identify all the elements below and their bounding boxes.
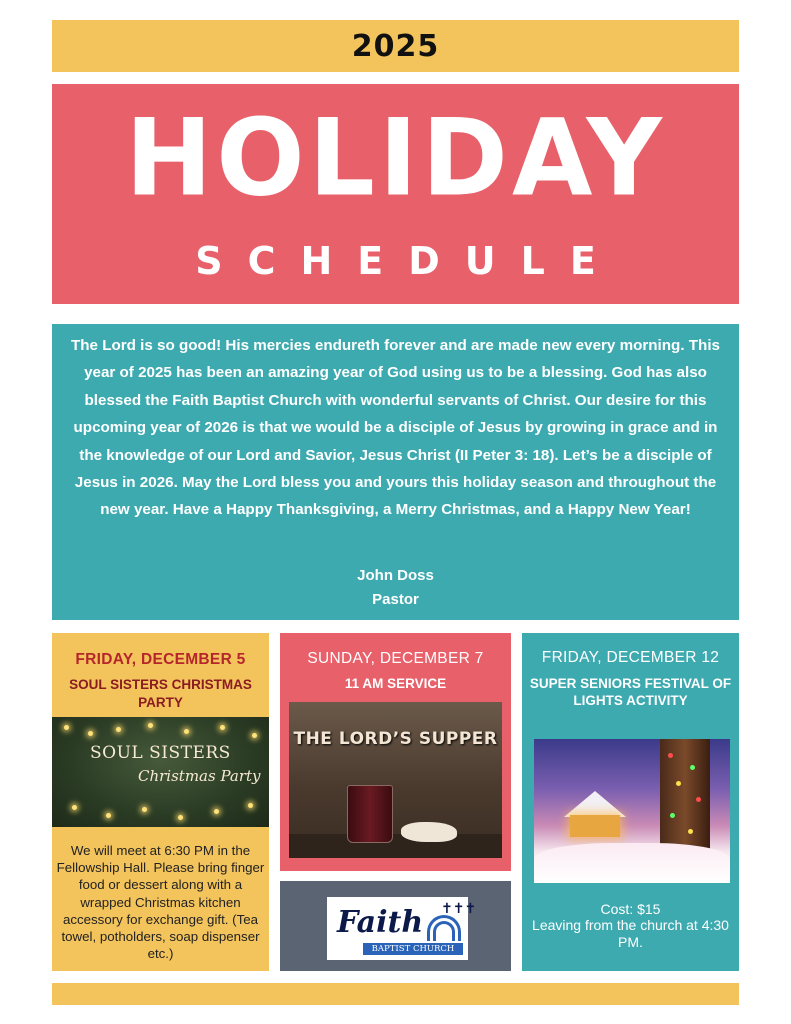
christmas-party-image-text: Christmas Party: [138, 767, 261, 785]
lords-supper-image-text: THE LORD’S SUPPER: [293, 729, 498, 749]
tree-light: [670, 813, 675, 818]
holiday-title: HOLIDAY: [125, 95, 666, 221]
lords-supper-date: SUNDAY, DECEMBER 7: [307, 650, 484, 667]
soul-sisters-date: FRIDAY, DECEMBER 5: [75, 651, 246, 668]
tree-light: [668, 753, 673, 758]
signature-name: John Doss: [357, 567, 434, 584]
soul-sisters-title: SOUL SISTERS CHRISTMAS PARTY: [69, 677, 252, 710]
super-seniors-date: FRIDAY, DECEMBER 12: [541, 649, 720, 666]
faith-baptist-logo: [327, 897, 477, 960]
tree-light: [696, 797, 701, 802]
cabin-body: [570, 815, 620, 837]
soul-sisters-details: We will meet at 6:30 PM in the Fellowship Hall. Please bring finger food or dessert along with a wrapped Christmas kitchen accessory for exchange gift. (Tea towel, potholders, soap dispenser etc.): [56, 843, 265, 962]
string-light: [88, 731, 93, 736]
string-light: [142, 807, 147, 812]
year-heading: 2025: [351, 28, 440, 64]
title-banner: [52, 84, 739, 304]
schedule-subtitle: SCHEDULE: [195, 239, 621, 283]
snowy-cabin: [564, 791, 626, 837]
snow-ground: [534, 843, 730, 883]
cross-icon: ✝✝✝: [441, 901, 477, 917]
departure-text: Leaving from the church at 4:30 PM.: [532, 917, 729, 950]
string-light: [248, 803, 253, 808]
soul-sisters-image-text: SOUL SISTERS: [90, 743, 231, 763]
communion-cup: [347, 785, 393, 843]
tree-light: [690, 765, 695, 770]
string-light: [178, 815, 183, 820]
string-light: [72, 805, 77, 810]
church-logo-panel: [280, 881, 511, 971]
lit-tree-trunk: [660, 739, 710, 859]
pastor-message-text: The Lord is so good! His mercies endureth forever and are made new every morning. This year of 2025 has been an amazing year of God using us to be a blessing. God has also blessed the Faith Baptist Church with wonderful servants of Christ. Our desire for this upcoming year of 2026 is that we would be a disciple of Jesus by growing in grace and in the knowledge of our Lord and Savior, Jesus Christ (II Peter 3: 18). Let’s be a disciple of Jesus in 2026. May the Lord bless you and yours this holiday season and throughout the new year. Have a Happy Thanksgiving, a Merry Christmas, and a Happy New Year!: [70, 337, 720, 519]
lords-supper-image: [289, 702, 502, 858]
table-surface: [289, 834, 502, 858]
signature-title: Pastor: [372, 591, 419, 608]
top-banner: [52, 20, 739, 72]
super-seniors-card: [522, 633, 739, 971]
string-light: [64, 725, 69, 730]
string-light: [184, 729, 189, 734]
string-light: [252, 733, 257, 738]
super-seniors-title: SUPER SENIORS FESTIVAL OF LIGHTS ACTIVITY: [529, 676, 732, 708]
string-light: [106, 813, 111, 818]
festival-of-lights-image: [534, 739, 730, 883]
soul-sisters-image: [52, 717, 269, 827]
logo-subtitle: BAPTIST CHURCH: [363, 943, 463, 955]
pastor-message-panel: [52, 324, 739, 620]
string-light: [116, 727, 121, 732]
logo-faith-text: Faith: [337, 905, 424, 940]
string-light: [214, 809, 219, 814]
cost-text: Cost: $15: [600, 901, 661, 917]
lords-supper-card: [280, 633, 511, 871]
communion-bread: [401, 822, 457, 842]
tree-light: [676, 781, 681, 786]
tree-light: [688, 829, 693, 834]
lords-supper-service-time: 11 AM SERVICE: [344, 676, 447, 691]
logo-arch-icon: [433, 921, 455, 941]
string-light: [220, 725, 225, 730]
bottom-banner: [52, 983, 739, 1005]
cabin-roof: [564, 791, 626, 817]
string-light: [148, 723, 153, 728]
soul-sisters-card: [52, 633, 269, 971]
